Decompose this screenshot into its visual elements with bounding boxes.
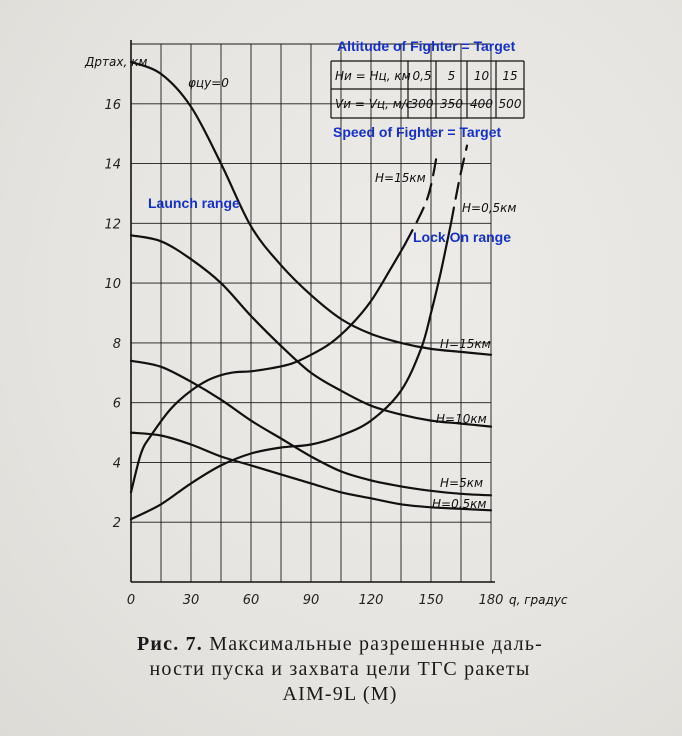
- x-tick-label: 120: [358, 593, 384, 608]
- x-axis-title: q, градус: [509, 593, 568, 607]
- table-row1-cell: 15: [502, 69, 518, 83]
- curve-label-3: H=0,5км: [432, 497, 487, 511]
- annotation-lock-on-range: Lock On range: [413, 229, 512, 245]
- annotation-speed: Speed of Fighter = Target: [333, 124, 502, 140]
- annotation-altitude: Altitude of Fighter = Target: [337, 38, 516, 54]
- phi-label: φцу=0: [188, 76, 229, 90]
- y-tick-label: 4: [112, 456, 121, 472]
- table-row1-cell: 5: [447, 69, 456, 83]
- y-tick-label: 6: [112, 396, 121, 412]
- curve-label-4: H=15км: [375, 171, 426, 185]
- x-tick-label: 60: [242, 593, 260, 608]
- table-row1-cell: 0,5: [412, 69, 432, 83]
- figure-caption: [60, 632, 620, 707]
- table-row1-cell: 10: [473, 69, 490, 83]
- chart-annotations: [148, 38, 516, 245]
- caption-line-2: ности пуска и захвата цели ТГС ракеты: [149, 658, 531, 680]
- table-row2-cell: 300: [410, 97, 434, 111]
- table-row2-cell: 500: [498, 97, 522, 111]
- series-line-5: [131, 223, 451, 519]
- y-tick-label: 12: [104, 217, 121, 233]
- curve-label-2: H=5км: [440, 476, 484, 490]
- y-axis-title: Дртах, км: [85, 55, 148, 69]
- table-row2-cell: 350: [440, 97, 463, 111]
- y-tick-label: 16: [104, 97, 121, 113]
- table-row2-label: Vи = Vц, м/с: [335, 97, 413, 111]
- caption-line-1: Максимальные разрешенные даль-: [209, 633, 544, 655]
- table-row1-label: Hи = Hц, км: [335, 69, 411, 83]
- annotation-launch-range: Launch range: [148, 195, 240, 211]
- x-tick-label: 150: [418, 593, 444, 608]
- y-tick-label: 10: [104, 277, 121, 293]
- condition-table: [331, 61, 524, 118]
- caption-number: Рис. 7.: [136, 633, 204, 655]
- chart-labels: [188, 76, 516, 511]
- curve-label-1: H=10км: [436, 412, 487, 426]
- series-line-4: [131, 244, 405, 492]
- x-tick-label: 30: [182, 593, 200, 608]
- y-tick-label: 14: [104, 157, 121, 173]
- x-tick-label: 90: [302, 593, 320, 608]
- table-row2-cell: 400: [470, 97, 493, 111]
- y-tick-label: 2: [112, 516, 121, 532]
- x-tick-label: 180: [478, 593, 504, 608]
- curve-label-5: H=0,5км: [462, 201, 517, 215]
- y-tick-label: 8: [112, 336, 121, 352]
- curve-label-0: H=15км: [440, 337, 491, 351]
- x-tick-label: 0: [126, 593, 136, 608]
- caption-line-3: AIM-9L (M): [282, 683, 398, 705]
